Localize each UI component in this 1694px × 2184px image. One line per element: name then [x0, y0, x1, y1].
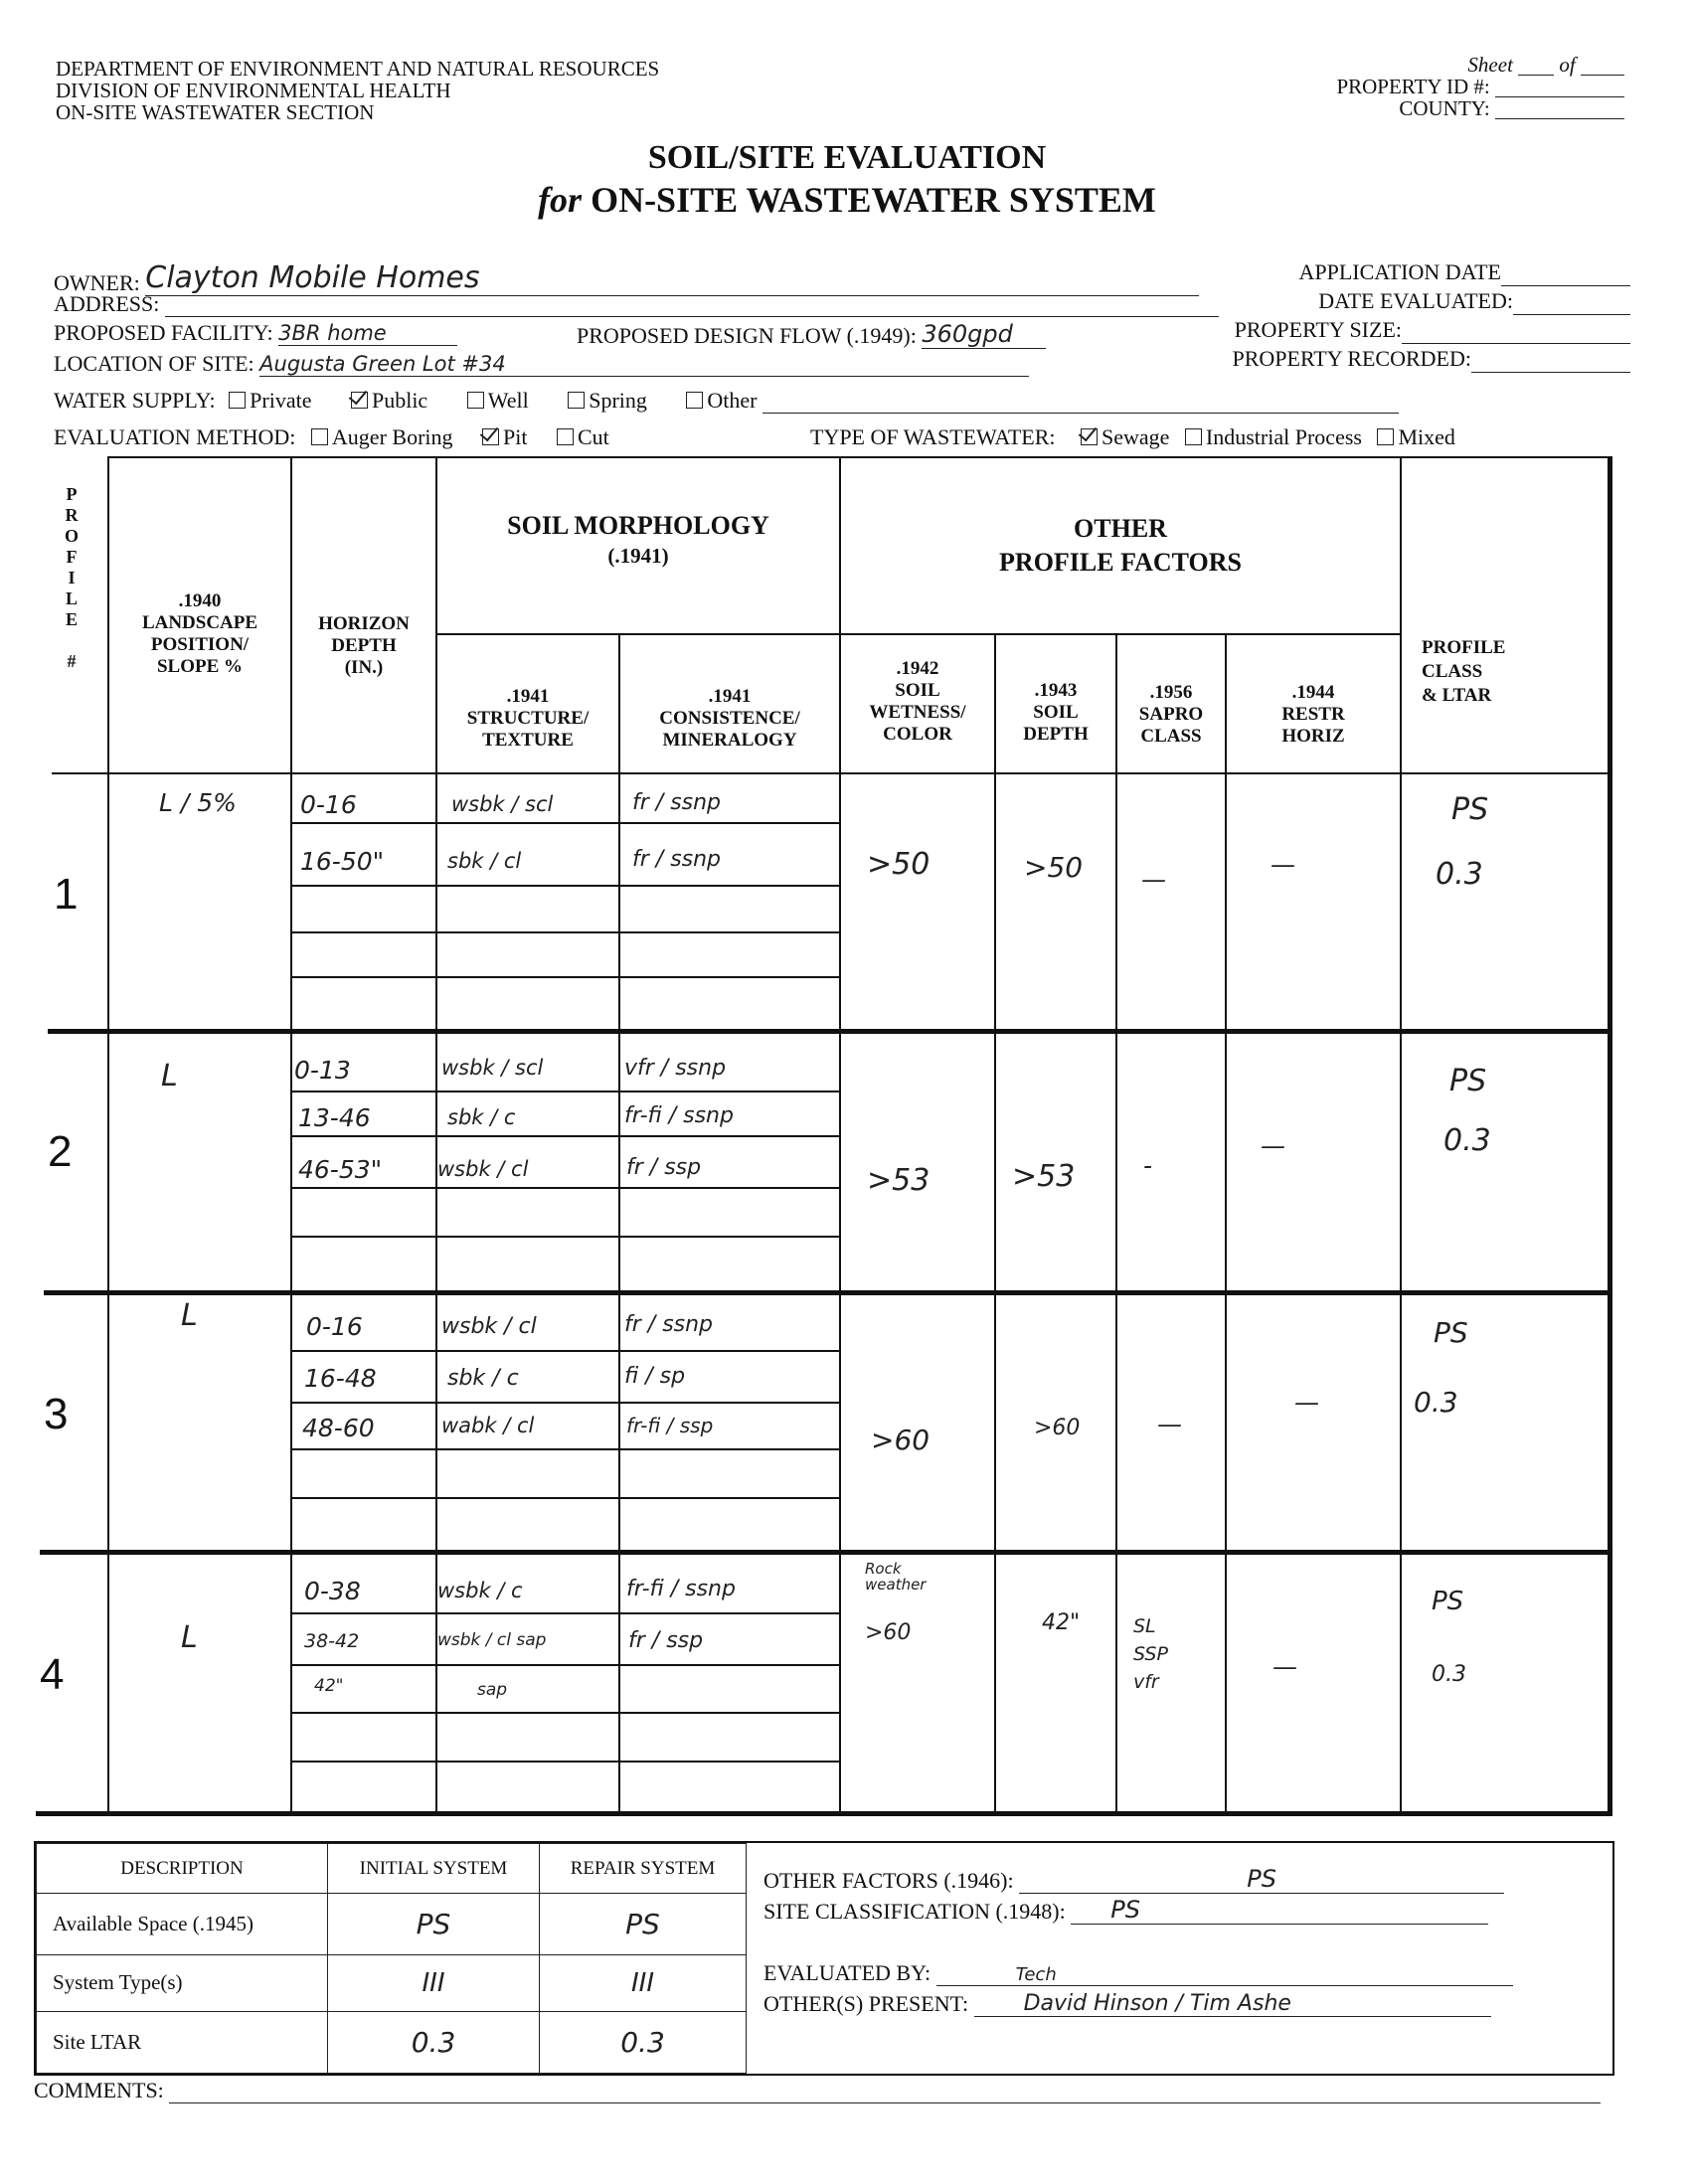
of-label: of: [1559, 53, 1576, 77]
repair-system-header: REPAIR SYSTEM: [540, 1844, 747, 1894]
profile-col-header: P R O F I L E #: [64, 484, 79, 671]
soil-wetness[interactable]: >60: [865, 1620, 912, 1645]
evaluated-by-field[interactable]: Tech: [936, 1964, 1513, 1986]
horizon-line: [290, 885, 839, 887]
location-field[interactable]: Augusta Green Lot #34: [259, 352, 1029, 377]
table-top-border: [107, 456, 1611, 458]
horizon-col-header: HORIZON DEPTH (IN.): [318, 613, 410, 678]
restr-horiz[interactable]: —: [1294, 1388, 1319, 1417]
owner-label: OWNER:: [54, 270, 140, 295]
others-present-field[interactable]: David Hinson / Tim Ashe: [974, 1991, 1491, 2017]
profile-divider-1: [48, 1029, 1612, 1034]
horizon-depth[interactable]: 0-13: [294, 1056, 351, 1085]
site-ltar-label: Site LTAR: [37, 2011, 328, 2073]
property-id-label: PROPERTY ID #:: [1336, 75, 1490, 98]
profile-number: 3: [44, 1390, 69, 1438]
soil-depth[interactable]: 42": [1042, 1610, 1081, 1635]
soil-depth-col-header: .1943 SOIL DEPTH: [1023, 680, 1089, 745]
other-factors-row: [763, 1865, 1504, 1894]
county-label: COUNTY:: [1399, 96, 1490, 120]
evaluation-method-label: EVALUATION METHOD:: [54, 424, 296, 449]
wastewater-industrial[interactable]: Industrial Process: [1185, 424, 1362, 449]
wetness-col-header: .1942 SOIL WETNESS/ COLOR: [869, 658, 966, 745]
soil-wetness-note[interactable]: Rock weather: [865, 1560, 927, 1594]
site-classification-field[interactable]: PS: [1071, 1896, 1488, 1925]
structure-texture[interactable]: wabk / cl: [441, 1414, 535, 1437]
horizon-line: [290, 822, 839, 824]
system-type-repair[interactable]: III: [540, 1955, 747, 2012]
horizon-line: [290, 1135, 839, 1137]
profile-ltar[interactable]: 0.3: [1432, 1662, 1466, 1687]
restr-horiz[interactable]: —: [1272, 1652, 1297, 1681]
soil-morphology-header: SOIL MORPHOLOGY (.1941): [507, 511, 769, 568]
form-title: SOIL/SITE EVALUATION: [647, 139, 1047, 176]
horizon-line: [290, 1664, 839, 1666]
other-factors-field[interactable]: PS: [1019, 1865, 1504, 1894]
horizon-depth[interactable]: 38-42: [304, 1630, 360, 1652]
header-bottom-border: [52, 772, 1611, 774]
col-line-f: [994, 633, 996, 1813]
design-flow-field[interactable]: 360gpd: [922, 320, 1046, 349]
sapro-class[interactable]: —: [1141, 865, 1166, 894]
others-present-label: OTHER(S) PRESENT:: [763, 1991, 969, 2016]
sapro-class[interactable]: -: [1143, 1151, 1153, 1180]
wastewater-type-label: TYPE OF WASTEWATER:: [810, 424, 1056, 449]
others-present-row: [763, 1991, 1491, 2017]
property-size-label: PROPERTY SIZE:: [1234, 317, 1402, 342]
horizon-line: [290, 1497, 839, 1499]
water-supply-label: WATER SUPPLY:: [54, 388, 216, 413]
dept-line: DEPARTMENT OF ENVIRONMENT AND NATURAL RESOURCES: [56, 57, 660, 81]
soil-depth[interactable]: >50: [1024, 851, 1084, 884]
profile-ltar[interactable]: 0.3: [1436, 857, 1483, 892]
date-evaluated-label: DATE EVALUATED:: [1318, 288, 1513, 313]
structure-texture[interactable]: wsbk / cl sap: [437, 1630, 547, 1650]
horizon-depth[interactable]: 46-53": [298, 1155, 383, 1184]
horizon-line: [290, 1402, 839, 1404]
water-supply-private[interactable]: Private: [229, 388, 311, 413]
consistence-col-header: .1941 CONSISTENCE/ MINERALOGY: [659, 686, 800, 751]
landscape-value[interactable]: L: [181, 1620, 198, 1655]
dept-line: DIVISION OF ENVIRONMENTAL HEALTH: [56, 79, 451, 102]
consistence-mineralogy[interactable]: fr-fi / ssp: [626, 1414, 714, 1437]
consistence-mineralogy[interactable]: fi / sp: [624, 1364, 686, 1389]
sapro-class[interactable]: —: [1157, 1410, 1182, 1438]
horizon-line: [290, 1350, 839, 1352]
horizon-depth[interactable]: 16-50": [300, 847, 385, 876]
profile-class-col-header: PROFILE CLASS & LTAR: [1422, 637, 1506, 706]
application-date-label: APPLICATION DATE: [1298, 259, 1501, 284]
structure-texture[interactable]: wsbk / c: [437, 1579, 523, 1602]
address-label: ADDRESS:: [54, 291, 160, 316]
subheader-divider: [435, 633, 1400, 635]
profile-class[interactable]: PS: [1449, 1064, 1487, 1098]
structure-texture[interactable]: sbk / c: [447, 1105, 516, 1129]
landscape-value[interactable]: L: [181, 1298, 198, 1333]
water-supply-well[interactable]: Well: [467, 388, 529, 413]
profile-ltar[interactable]: 0.3: [1414, 1386, 1458, 1419]
proposed-facility-field[interactable]: 3BR home: [278, 321, 457, 346]
form-subtitle-for: for: [538, 180, 583, 220]
system-type-label: System Type(s): [37, 1955, 328, 2012]
available-space-initial[interactable]: PS: [328, 1894, 540, 1955]
table-bottom-border: [36, 1811, 1612, 1816]
sapro-class[interactable]: SL SSP vfr: [1133, 1615, 1168, 1693]
profile-class[interactable]: PS: [1432, 1587, 1464, 1616]
evaluated-by-label: EVALUATED BY:: [763, 1960, 932, 1985]
soil-wetness[interactable]: >60: [871, 1424, 931, 1456]
structure-texture[interactable]: wsbk / scl: [451, 792, 554, 816]
consistence-mineralogy[interactable]: fr / ssnp: [624, 1312, 714, 1337]
profile-number: 2: [48, 1127, 73, 1176]
horizon-depth[interactable]: 13-46: [298, 1103, 371, 1132]
site-classification-label: SITE CLASSIFICATION (.1948):: [763, 1899, 1066, 1924]
horizon-depth[interactable]: 0-16: [300, 790, 357, 819]
wastewater-sewage[interactable]: Sewage: [1081, 424, 1169, 449]
initial-system-header: INITIAL SYSTEM: [328, 1844, 540, 1894]
consistence-mineralogy[interactable]: fr / ssnp: [632, 847, 722, 872]
landscape-value[interactable]: L: [161, 1059, 178, 1093]
horizon-depth[interactable]: 0-38: [304, 1577, 361, 1605]
horizon-line: [290, 1091, 839, 1092]
eval-pit[interactable]: Pit: [482, 424, 527, 449]
site-ltar-repair[interactable]: 0.3: [540, 2011, 747, 2073]
site-classification-row: [763, 1896, 1488, 1925]
table-row: [37, 1955, 747, 2012]
col-line-d: [618, 633, 620, 1813]
profile-number: 4: [40, 1650, 65, 1699]
profile-divider-2: [44, 1290, 1612, 1295]
horizon-line: [290, 976, 839, 978]
col-line-right: [1608, 456, 1612, 1816]
restr-col-header: .1944 RESTR HORIZ: [1281, 682, 1345, 747]
profile-ltar[interactable]: 0.3: [1443, 1123, 1491, 1158]
structure-col-header: .1941 STRUCTURE/ TEXTURE: [466, 686, 590, 751]
comments-field[interactable]: [169, 2083, 1601, 2103]
soil-wetness[interactable]: >53: [867, 1163, 931, 1198]
consistence-mineralogy[interactable]: vfr / ssnp: [624, 1056, 727, 1081]
structure-texture[interactable]: sbk / cl: [447, 849, 522, 873]
eval-auger-boring[interactable]: Auger Boring: [311, 424, 453, 449]
horizon-line: [290, 1448, 839, 1450]
owner-field[interactable]: Clayton Mobile Homes: [145, 260, 1199, 296]
horizon-depth[interactable]: 0-16: [306, 1312, 363, 1341]
horizon-depth[interactable]: 16-48: [304, 1364, 377, 1393]
col-line-h: [1225, 633, 1227, 1813]
available-space-label: Available Space (.1945): [37, 1894, 328, 1955]
description-header: DESCRIPTION: [37, 1844, 328, 1894]
profile-divider-3: [40, 1550, 1612, 1555]
comments-row: [34, 2078, 1601, 2103]
landscape-col-header: .1940 LANDSCAPE POSITION/ SLOPE %: [141, 590, 258, 677]
dept-line: ON-SITE WASTEWATER SECTION: [56, 100, 375, 124]
other-profile-factors-header: OTHER PROFILE FACTORS: [999, 514, 1242, 577]
structure-texture[interactable]: wsbk / cl: [437, 1157, 529, 1181]
profile-class[interactable]: PS: [1451, 792, 1489, 827]
system-type-initial[interactable]: III: [328, 1955, 540, 2012]
col-line-a: [107, 456, 109, 1813]
system-summary-table: [36, 1843, 747, 2074]
structure-texture[interactable]: wsbk / cl: [441, 1314, 537, 1339]
water-supply-spring[interactable]: Spring: [568, 388, 647, 413]
comments-label: COMMENTS:: [34, 2078, 164, 2102]
table-row: [37, 1894, 747, 1955]
profile-number: 1: [54, 870, 79, 919]
design-flow-label: PROPOSED DESIGN FLOW (.1949):: [577, 323, 917, 348]
structure-texture[interactable]: wsbk / scl: [441, 1056, 544, 1080]
landscape-value[interactable]: L / 5%: [159, 788, 237, 817]
horizon-line: [290, 1236, 839, 1238]
evaluated-by-row: [763, 1960, 1513, 1986]
horizon-line: [290, 1761, 839, 1763]
horizon-line: [290, 931, 839, 933]
soil-wetness[interactable]: >50: [867, 847, 931, 882]
restr-horiz[interactable]: —: [1261, 1131, 1285, 1160]
consistence-mineralogy[interactable]: fr / ssnp: [632, 790, 722, 815]
available-space-repair[interactable]: PS: [540, 1894, 747, 1955]
water-supply-public[interactable]: Public: [351, 388, 427, 413]
eval-cut[interactable]: Cut: [557, 424, 609, 449]
proposed-facility-label: PROPOSED FACILITY:: [54, 320, 273, 345]
sheet-label: Sheet: [1467, 53, 1513, 77]
property-recorded-label: PROPERTY RECORDED:: [1232, 346, 1471, 371]
site-ltar-initial[interactable]: 0.3: [328, 2011, 540, 2073]
col-line-g: [1115, 633, 1117, 1813]
consistence-mineralogy[interactable]: fr / ssp: [628, 1628, 704, 1653]
consistence-mineralogy[interactable]: fr-fi / ssnp: [624, 1103, 734, 1128]
structure-texture[interactable]: sap: [477, 1680, 508, 1700]
horizon-line: [290, 1612, 839, 1614]
other-factors-label: OTHER FACTORS (.1946):: [763, 1868, 1014, 1893]
horizon-line: [290, 1712, 839, 1714]
location-label: LOCATION OF SITE:: [54, 351, 254, 376]
water-supply-other[interactable]: Other: [686, 388, 757, 413]
profile-class[interactable]: PS: [1434, 1316, 1468, 1349]
consistence-mineralogy[interactable]: fr-fi / ssnp: [626, 1577, 736, 1601]
horizon-depth[interactable]: 42": [314, 1676, 344, 1696]
wastewater-mixed[interactable]: Mixed: [1377, 424, 1454, 449]
consistence-mineralogy[interactable]: fr / ssp: [626, 1155, 702, 1180]
soil-depth[interactable]: >60: [1034, 1416, 1081, 1440]
form-subtitle-text: ON-SITE WASTEWATER SYSTEM: [591, 180, 1156, 220]
soil-depth[interactable]: >53: [1012, 1159, 1076, 1194]
restr-horiz[interactable]: —: [1270, 850, 1295, 879]
sapro-col-header: .1956 SAPRO CLASS: [1138, 682, 1204, 747]
horizon-depth[interactable]: 48-60: [302, 1414, 375, 1442]
structure-texture[interactable]: sbk / c: [447, 1366, 519, 1391]
table-row: [37, 2011, 747, 2073]
summary-box: [34, 1841, 1614, 2076]
horizon-line: [290, 1187, 839, 1189]
